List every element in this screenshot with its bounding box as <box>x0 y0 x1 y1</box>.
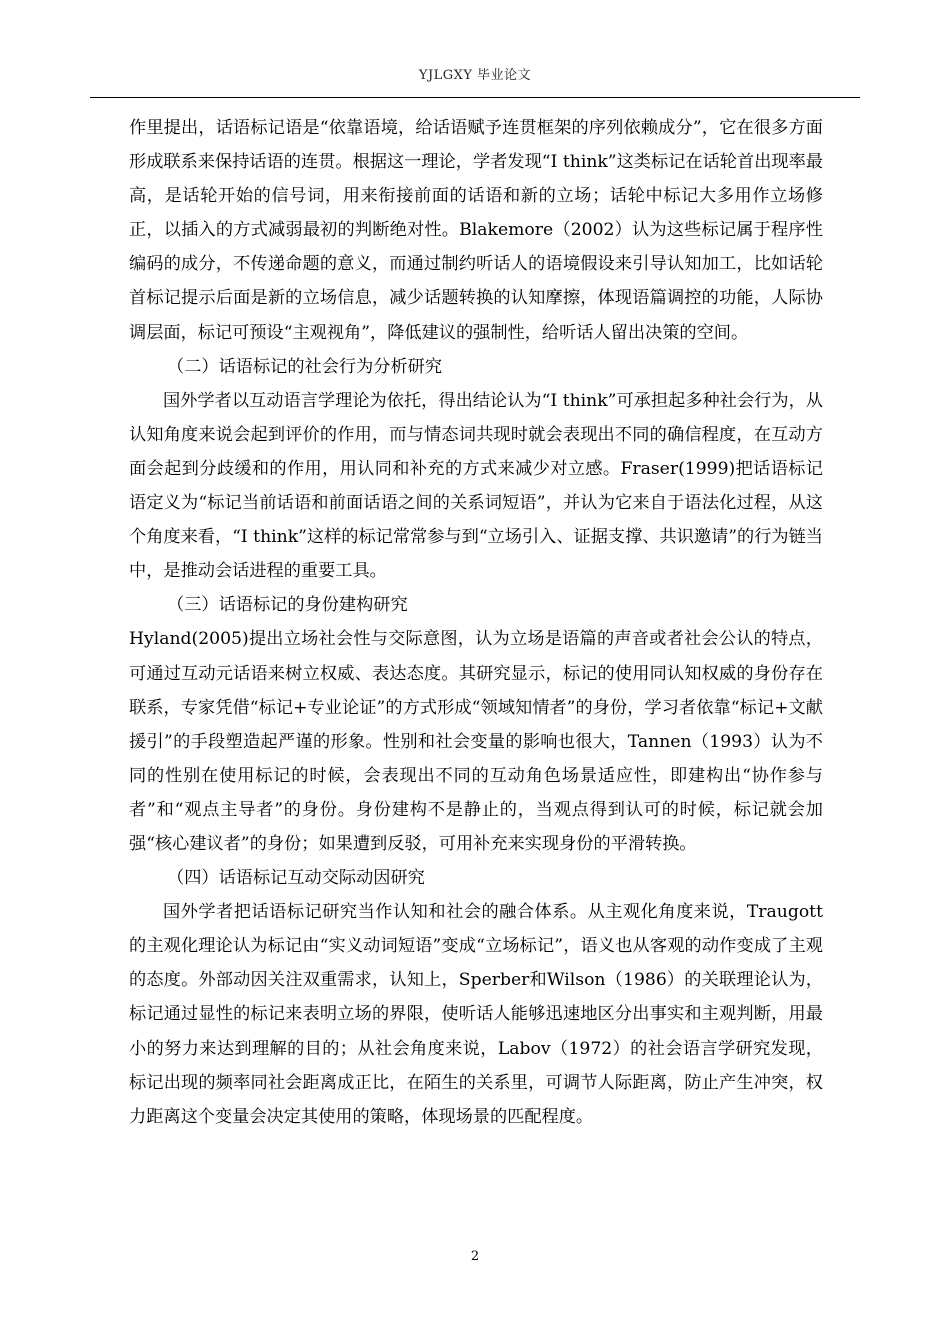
section-heading-3: （三）话语标记的身份建构研究 <box>167 595 408 616</box>
document-body <box>129 111 823 1134</box>
header-divider <box>90 97 860 98</box>
page-header: YJLGXY 毕业论文 <box>418 68 532 83</box>
page-number: 2 <box>470 1249 480 1264</box>
paragraph-continued: 作里提出，话语标记语是“依靠语境，给话语赋予连贯框架的序列依赖成分”，它在很多方面形成联系来保持话语的连贯。根据这一理论，学者发现“I think”这类标记在话轮首出现率最高，是话轮开始的信号词，用来衔接前面的话语和新的立场；话轮中标记大多用作立场修正，以插入的方式减弱最初的判断绝对性。Blakemore（2002）认为这些标记属于程序性编码的成分，不传递命题的意义，而通过制约听话人的语境假设来引导认知加工，比如话轮首标记提示后面是新的立场信息，减少话题转换的认知摩擦，体现语篇调控的功能，人际协调层面，标记可预设“主观视角”，降低建议的强制性，给听话人留出决策的空间。 <box>129 118 823 343</box>
paragraph-interaction-motivation: 国外学者把话语标记研究当作认知和社会的融合体系。从主观化角度来说，Traugott的主观化理论认为标记由“实义动词短语”变成“立场标记”，语义也从客观的动作变成了主观的态度。外部动因关注双重需求，认知上，Sperber和Wilson（1986）的关联理论认为，标记通过显性的标记来表明立场的界限，使听话人能够迅速地区分出事实和主观判断，用最小的努力来达到理解的目的；从社会角度来说，Labov（1972）的社会语言学研究发现，标记出现的频率同社会距离成正比，在陌生的关系里，可调节人际距离，防止产生冲突，权力距离这个变量会决定其使用的策略，体现场景的匹配程度。 <box>129 902 823 1127</box>
section-heading-4: （四）话语标记互动交际动因研究 <box>167 868 425 889</box>
section-heading-2: （二）话语标记的社会行为分析研究 <box>167 356 443 377</box>
paragraph-identity-construction: Hyland(2005)提出立场社会性与交际意图，认为立场是语篇的声音或者社会公认的特点，可通过互动元话语来树立权威、表达态度。其研究显示，标记的使用同认知权威的身份存在联系，专家凭借“标记+专业论证”的方式形成“领域知情者”的身份，学习者依靠“标记+文献援引”的手段塑造起严谨的形象。性别和社会变量的影响也很大，Tannen（1993）认为不同的性别在使用标记的时候，会表现出不同的互动角色场景适应性，即建构出“协作参与者”和“观点主导者”的身份。身份建构不是静止的，当观点得到认可的时候，标记就会加强“核心建议者”的身份；如果遭到反驳，可用补充来实现身份的平滑转换。 <box>129 629 823 854</box>
paragraph-social-behavior: 国外学者以互动语言学理论为依托，得出结论认为“I think”可承担起多种社会行为，从认知角度来说会起到评价的作用，而与情态词共现时就会表现出不同的确信程度，在互动方面会起到分歧缓和的作用，用认同和补充的方式来减少对立感。Fraser(1999)把话语标记语定义为“标记当前话语和前面话语之间的关系词短语”，并认为它来自于语法化过程，从这个角度来看，“I think”这样的标记常常参与到“立场引入、证据支撑、共识邀请”的行为链当中，是推动会话进程的重要工具。 <box>129 390 823 582</box>
